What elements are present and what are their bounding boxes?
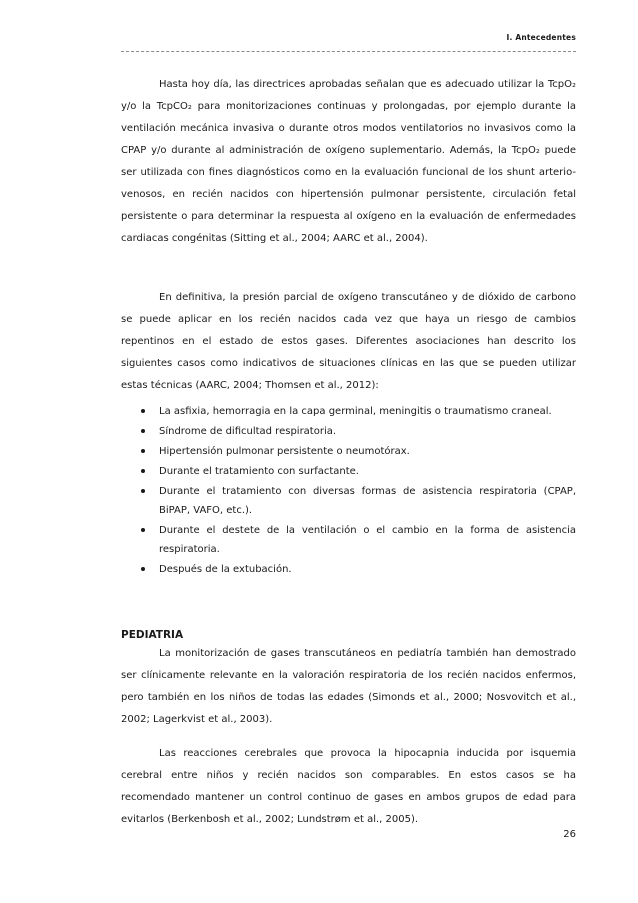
- list-item: [121, 462, 576, 481]
- list-item-text: Hipertensión pulmonar persistente o neumotórax.: [159, 446, 410, 457]
- list-item: [121, 402, 576, 421]
- bullet-icon: [141, 409, 145, 413]
- list-item-text: Después de la extubación.: [159, 564, 292, 575]
- bullet-icon: [141, 528, 145, 532]
- paragraph-guidelines: Hasta hoy día, las directrices aprobadas señalan que es adecuado utilizar la TcpO₂ y/o la TcpCO₂ para monitorizaciones continuas y prolongadas, por ejemplo durante la ventilación mecánica invasiva o durante otros modos ventilatorios no invasivos como la CPAP y/o durante al administración de oxígeno suplementario. Además, la TcpO₂ puede ser utilizada con fines diagnósticos como en la evaluación funcional de los shunt arterio-venosos, en recién nacidos con hipertensión pulmonar persistente, circulación fetal persistente o para determinar la respuesta al oxígeno en la evaluación de enfermedades cardiacas congénitas (Sitting et al., 2004; AARC et al., 2004).: [121, 79, 576, 244]
- paragraph-pediatrics: La monitorización de gases transcutáneos en pediatría también han demostrado ser clínicamente relevante en la valoración respiratoria de los recién nacidos enfermos, pero también en los niños de todas las edades (Simonds et al., 2000; Nosvovitch et al., 2002; Lagerkvist et al., 2003).: [121, 648, 576, 725]
- list-item: [121, 442, 576, 461]
- header-divider: [121, 51, 576, 52]
- paragraph-summary: En definitiva, la presión parcial de oxígeno transcutáneo y de dióxido de carbono se puede aplicar en los recién nacidos cada vez que haya un riesgo de cambios repentinos en el estado de estos gases. Diferentes asociaciones han descrito los siguientes casos como indicativos de situaciones clínicas en las que se pueden utilizar estas técnicas (AARC, 2004; Thomsen et al., 2012):: [121, 292, 576, 391]
- list-item: [121, 560, 576, 579]
- page-number: 26: [563, 829, 576, 840]
- bullet-icon: [141, 567, 145, 571]
- section-heading: PEDIATRIA: [121, 629, 184, 641]
- list-item-text: Durante el tratamiento con surfactante.: [159, 466, 359, 477]
- list-item: [121, 482, 576, 520]
- bullet-icon: [141, 469, 145, 473]
- list-item-text: Durante el tratamiento con diversas formas de asistencia respiratoria (CPAP, BiPAP, VAFO, etc.).: [159, 486, 576, 516]
- list-item: [121, 521, 576, 559]
- list-item: [121, 422, 576, 441]
- bullet-icon: [141, 429, 145, 433]
- list-item-text: Síndrome de dificultad respiratoria.: [159, 426, 337, 437]
- paragraph-cerebral-reactions: Las reacciones cerebrales que provoca la hipocapnia inducida por isquemia cerebral entre niños y recién nacidos son comparables. En estos casos se ha recomendado mantener un control continuo de gases en ambos grupos de edad para evitarlos (Berkenbosh et al., 2002; Lundstrøm et al., 2005).: [121, 748, 576, 825]
- clinical-cases-list: [121, 402, 576, 580]
- bullet-icon: [141, 489, 145, 493]
- list-item-text: La asfixia, hemorragia en la capa germinal, meningitis o traumatismo craneal.: [159, 406, 552, 417]
- running-header: I. Antecedentes: [506, 33, 576, 42]
- bullet-icon: [141, 449, 145, 453]
- list-item-text: Durante el destete de la ventilación o el cambio en la forma de asistencia respiratoria.: [159, 525, 576, 555]
